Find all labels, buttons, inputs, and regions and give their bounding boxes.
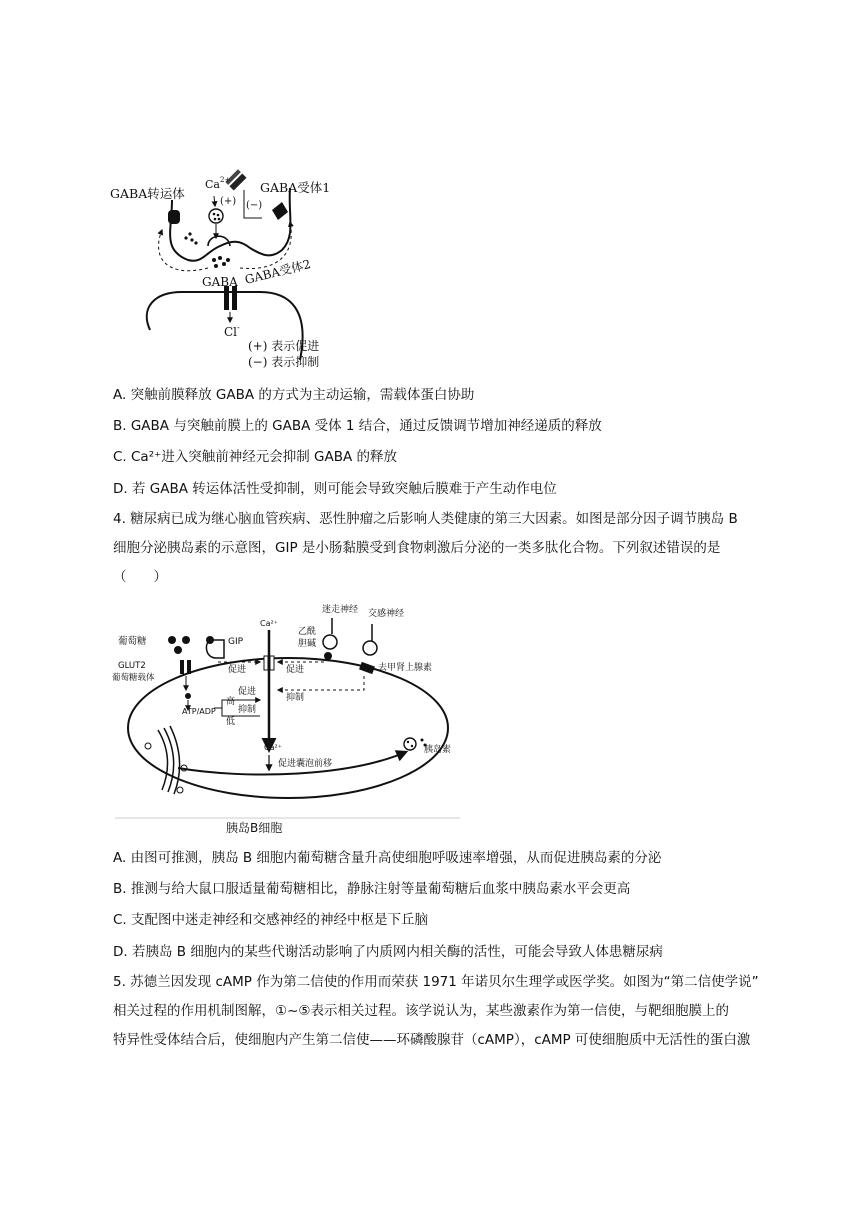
- pancreatic-b-cell-figure: [110, 600, 465, 835]
- q5-line-3: 特异性受体结合后，使细胞内产生第二信使——环磷酸腺苷（cAMP），cAMP 可使细胞质中无活性的蛋白激: [113, 1032, 751, 1048]
- high-label: 高: [226, 697, 236, 707]
- glucose-label: 葡萄糖: [118, 636, 147, 647]
- q3-option-a: A. 突触前膜释放 GABA 的方式为主动运输，需载体蛋白协助: [113, 387, 475, 403]
- q4-line-2: 细胞分泌胰岛素的示意图，GIP 是小肠黏膜受到食物刺激后分泌的一类多肽化合物。下列叙述错误的是: [113, 540, 721, 556]
- q4-option-b: B. 推测与给大鼠口服适量葡萄糖相比，静脉注射等量葡萄糖后血浆中胰岛素水平会更高: [113, 881, 631, 897]
- ca-top-label: Ca²⁺: [260, 619, 278, 628]
- gaba-synapse-figure: [110, 160, 360, 370]
- promote-label-2: 促进: [286, 665, 305, 675]
- q3-option-d: D. 若 GABA 转运体活性受抑制，则可能会导致突触后膜难于产生动作电位: [113, 481, 557, 497]
- legend-inhibit: (−) 表示抑制: [248, 355, 320, 369]
- q4-line-1: 4. 糖尿病已成为继心脑血管疾病、恶性肿瘤之后影响人类健康的第三大因素。如图是部分因子调节胰岛 B: [113, 511, 738, 527]
- glut2-label: GLUT2: [118, 661, 146, 671]
- gaba-label: GABA: [202, 275, 238, 289]
- promote-label-1: 促进: [228, 665, 247, 675]
- vesicle-move-label: 促进囊泡前移: [278, 759, 333, 769]
- vagus-nerve-label: 迷走神经: [322, 605, 359, 615]
- calcium-superscript: 2+: [220, 176, 231, 184]
- q5-line-2: 相关过程的作用机制图解，①~⑤表示相关过程。该学说认为，某些激素作为第一信使，与靶细胞膜上的: [113, 1003, 730, 1019]
- inhibit-label-2: 抑制: [238, 705, 257, 715]
- ca-mid-label: Ca²⁺: [264, 743, 282, 752]
- low-label: 低: [226, 717, 236, 727]
- q3-option-c: C. Ca²⁺进入突触前神经元会抑制 GABA 的释放: [113, 449, 398, 465]
- legend-promote: (+) 表示促进: [248, 339, 320, 353]
- acetylcholine-label-1: 乙酰: [298, 627, 317, 637]
- q3-option-b: B. GABA 与突触前膜上的 GABA 受体 1 结合，通过反馈调节增加神经递质的释放: [113, 418, 602, 434]
- q4-option-a: A. 由图可推测，胰岛 B 细胞内葡萄糖含量升高使细胞呼吸速率增强，从而促进胰岛素的分泌: [113, 850, 662, 866]
- inhibit-label-1: 抑制: [286, 693, 305, 703]
- question-5-stem: [113, 968, 758, 1055]
- insulin-label: 胰岛素: [424, 745, 452, 755]
- promote-label-3: 促进: [238, 687, 257, 697]
- chloride-label: Cl: [224, 325, 238, 339]
- gaba-receptor2-label: GABA受体2: [243, 257, 313, 287]
- gaba-transporter-label: GABA转运体: [110, 186, 185, 201]
- inhibit-sign: (−): [246, 200, 263, 211]
- q4-option-c: C. 支配图中迷走神经和交感神经的神经中枢是下丘脑: [113, 912, 429, 928]
- sympathetic-nerve-label: 交感神经: [368, 609, 405, 619]
- q4-line-3: （ ）: [113, 569, 167, 585]
- glut2-desc-label: 葡萄糖载体: [112, 673, 155, 683]
- norepinephrine-label: 去甲肾上腺素: [378, 663, 433, 673]
- question-4-stem: [113, 505, 758, 592]
- q5-line-1: 5. 苏德兰因发现 cAMP 作为第二信使的作用而荣获 1971 年诺贝尔生理学或医学奖。如图为“第二信使学说”: [113, 974, 759, 990]
- acetylcholine-label-2: 胆碱: [298, 639, 317, 649]
- promote-sign: (+): [220, 196, 237, 207]
- chloride-superscript: -: [237, 323, 240, 332]
- gaba-receptor1-label: GABA受体1: [260, 180, 331, 195]
- q4-option-d: D. 若胰岛 B 细胞内的某些代谢活动影响了内质网内相关酶的活性，可能会导致人体患糖尿病: [113, 944, 663, 960]
- calcium-label: Ca: [205, 178, 220, 191]
- atp-adp-label: ATP/ADP: [182, 707, 216, 716]
- gip-label: GIP: [228, 637, 244, 647]
- b-cell-caption: 胰岛B细胞: [226, 821, 283, 835]
